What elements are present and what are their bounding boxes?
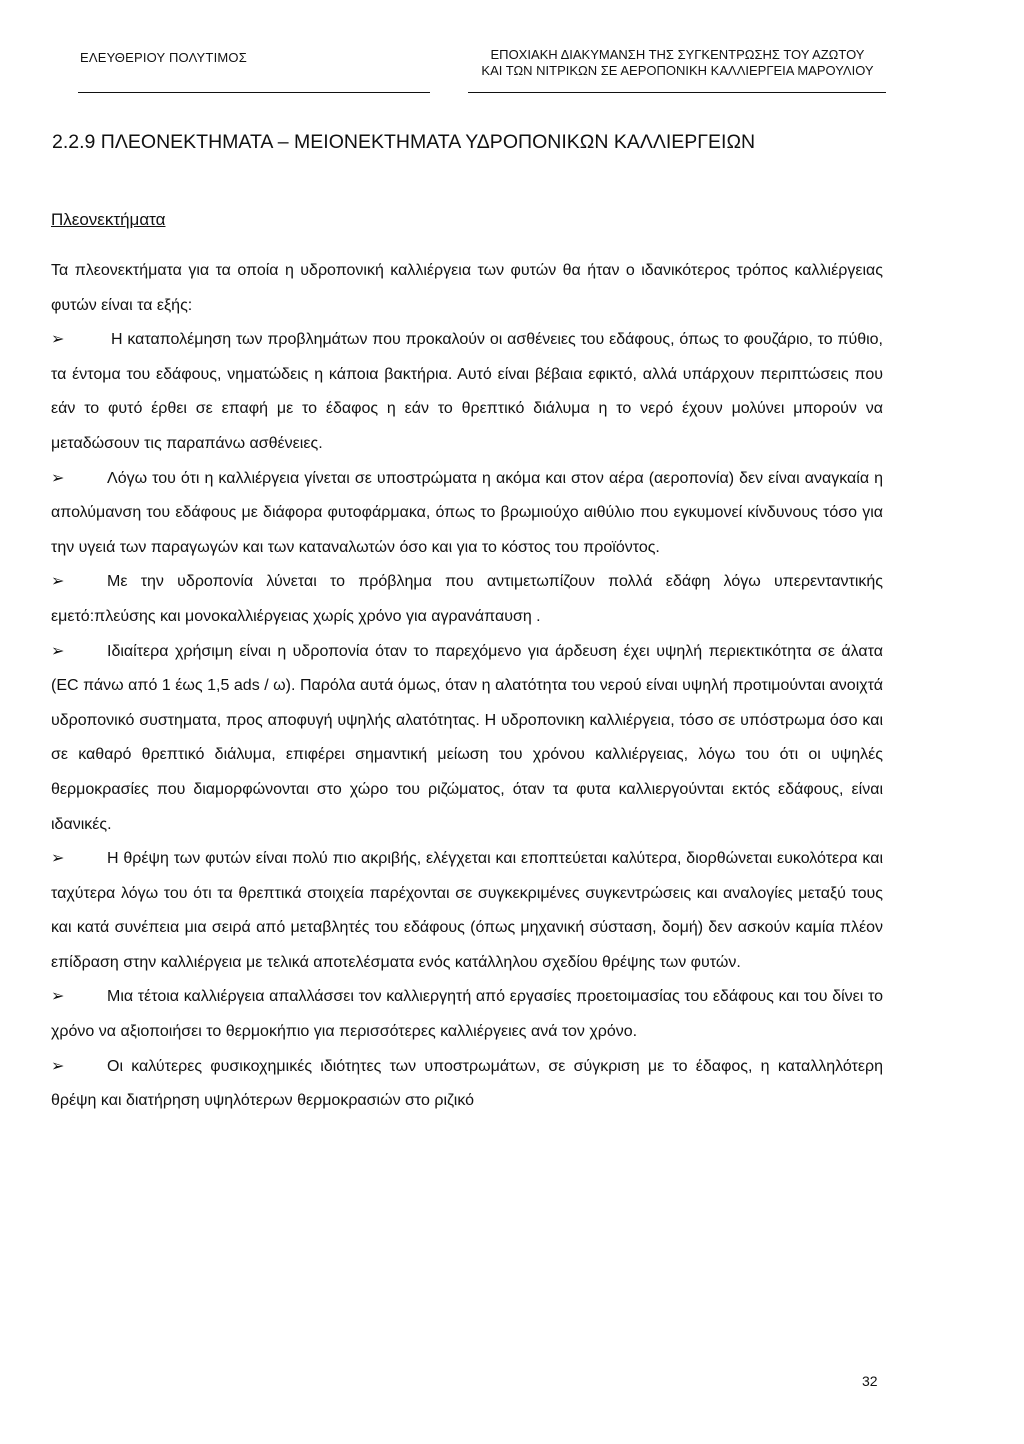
list-item bbox=[51, 1050, 883, 1119]
header-title bbox=[470, 47, 885, 79]
list-item-text: Μια τέτοια καλλιέργεια απαλλάσσει τον καλλιεργητή από εργασίες προετοιμασίας του εδάφους και του δίνει το χρόνο να αξιοποιήσει το θερμοκήπιο για περισσότερες καλλιέργειες ανά τον χρόνο. bbox=[51, 988, 883, 1041]
header-rule-left bbox=[78, 92, 430, 93]
list-item bbox=[51, 323, 883, 461]
list-item-text: Οι καλύτερες φυσικοχημικές ιδιότητες των υποστρωμάτων, σε σύγκριση με το έδαφος, η καταλληλότερη θρέψη και διατήρηση υψηλότερων θερμοκρασιών στο ριζικό bbox=[51, 1057, 883, 1110]
arrow-bullet-icon: ➢ bbox=[51, 573, 65, 591]
arrow-bullet-icon: ➢ bbox=[51, 469, 65, 487]
arrow-bullet-icon: ➢ bbox=[51, 642, 65, 660]
subheading-advantages: Πλεονεκτήματα bbox=[51, 210, 166, 229]
list-item bbox=[51, 565, 883, 634]
page-number: 32 bbox=[862, 1373, 878, 1389]
header-title-line-2: ΚΑΙ ΤΩΝ ΝΙΤΡΙΚΩΝ ΣΕ ΑΕΡΟΠΟΝΙΚΗ ΚΑΛΛΙΕΡΓΕΙΑ ΜΑΡΟΥΛΙΟΥ bbox=[481, 63, 874, 78]
section-title: 2.2.9 ΠΛΕΟΝΕΚΤΗΜΑΤΑ – ΜΕΙΟΝΕΚΤΗΜΑΤΑ ΥΔΡΟΠΟΝΙΚΩΝ ΚΑΛΛΙΕΡΓΕΙΩΝ bbox=[52, 131, 756, 153]
header-rule-right bbox=[468, 92, 886, 93]
list-item bbox=[51, 462, 883, 566]
list-item bbox=[51, 635, 883, 843]
list-item-text: Η θρέψη των φυτών είναι πολύ πιο ακριβής, ελέγχεται και εποπτεύεται καλύτερα, διορθώνεται ευκολότερα και ταχύτερα λόγω του ότι τα θρεπτικά στοιχεία παρέχονται σε συγκεκριμένες συγκεντρώσεις και αναλογίες μεταξύ τους και κατά συνέπεια μια σειρά από μεταβλητές του εδάφους (όπως μηχανική σύσταση, δομή) δεν ασκούν καμία πλέον επίδραση στην καλλιέργεια με τελικά αποτελέσματα ενός κατάλληλου σχεδίου θρέψης των φυτών. bbox=[51, 850, 883, 971]
header-author: ΕΛΕΥΘΕΡΙΟΥ ΠΟΛΥΤΙΜΟΣ bbox=[80, 50, 247, 65]
intro-paragraph: Τα πλεονεκτήματα για τα οποία η υδροπονική καλλιέργεια των φυτών θα ήταν ο ιδανικότερος τρόπος καλλιέργειας φυτών είναι τα εξής: bbox=[51, 262, 883, 314]
list-item-text: Ιδιαίτερα χρήσιμη είναι η υδροπονία όταν το παρεχόμενο για άρδευση έχει υψηλή περιεκτικότητα σε άλατα (EC πάνω από 1 έως 1,5 ads / ω). Παρόλα αυτά όμως, όταν η αλατότητα του νερού είναι υψηλή προτιμούνται ανοιχτά υδροπονικό συστηματα, προς αποφυγή υψηλής αλατότητας. Η υδροπονικη καλλιέργεια, τόσο σε υπόστρωμα όσο και σε καθαρό θρεπτικό διάλυμα, επιφέρει σημαντική μείωση του χρόνου καλλιέργειας, λόγω του ότι οι υψηλές θερμοκρασίες που διαμορφώνονται στο χώρο του ριζώματος, όταν τα φυτα καλλιεργούνται εκτός εδάφους, είναι ιδανικές. bbox=[51, 642, 883, 833]
arrow-bullet-icon: ➢ bbox=[51, 1057, 65, 1075]
list-item-text: Λόγω του ότι η καλλιέργεια γίνεται σε υποστρώματα η ακόμα και στον αέρα (αεροπονία) δεν είναι αναγκαία η απολύμανση του εδάφους με διάφορα φυτοφάρμακα, όπως το βρωμιούχο αιθύλιο που εγκυμονεί κίνδυνους τόσο για την υγειά των παραγωγών και των καταναλωτών όσο και για το κόστος του προϊόντος. bbox=[51, 469, 883, 556]
arrow-bullet-icon: ➢ bbox=[51, 331, 65, 349]
header-title-line-1: ΕΠΟΧΙΑΚΗ ΔΙΑΚΥΜΑΝΣΗ ΤΗΣ ΣΥΓΚΕΝΤΡΩΣΗΣ ΤΟΥ ΑΖΩΤΟΥ bbox=[490, 47, 865, 62]
list-item-text: Η καταπολέμηση των προβλημάτων που προκαλούν οι ασθένειες του εδάφους, όπως το φουζάριο, το πύθιο, τα έντομα του εδάφους, νηματώδεις η κάποια βακτήρια. Αυτό είναι βέβαια εφικτό, αλλά υπάρχουν περιπτώσεις που εάν το φυτό έρθει σε επαφή με το έδαφος η εάν το θρεπτικό διάλυμα η το νερό έχουν μολύνει μπορούν να μεταδώσουν τις παραπάνω ασθένειες. bbox=[51, 331, 883, 452]
body-text bbox=[51, 254, 883, 1119]
list-item bbox=[51, 842, 883, 980]
arrow-bullet-icon: ➢ bbox=[51, 850, 65, 868]
arrow-bullet-icon: ➢ bbox=[51, 988, 65, 1006]
list-item-text: Με την υδροπονία λύνεται το πρόβλημα που αντιμετωπίζουν πολλά εδάφη λόγω υπερενταντικής εμετό:πλεύσης και μονοκαλλιέργειας χωρίς χρόνο για αγρανάπαυση . bbox=[51, 573, 883, 625]
list-item bbox=[51, 980, 883, 1049]
